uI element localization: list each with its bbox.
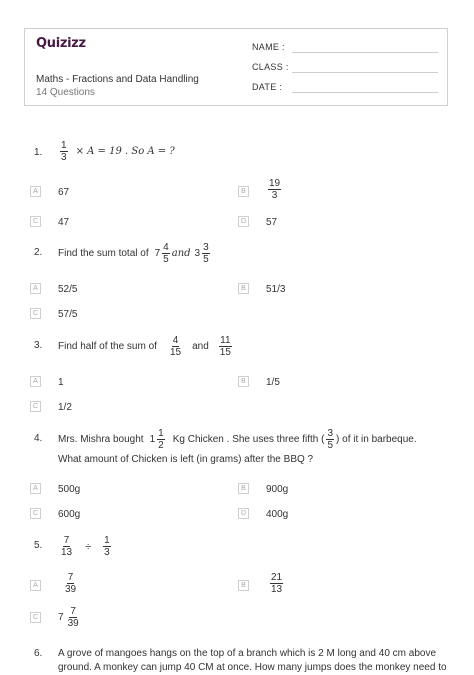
option-a-marker[interactable]: A: [30, 376, 41, 387]
question-number: 2.: [34, 247, 43, 258]
option-c[interactable]: 1/2: [58, 402, 72, 413]
option-d[interactable]: 400g: [266, 509, 289, 520]
option-b[interactable]: 1/5: [266, 377, 280, 388]
worksheet-title: Maths - Fractions and Data Handling: [36, 74, 199, 85]
question-number: 4.: [34, 433, 43, 444]
name-field[interactable]: [292, 52, 438, 53]
question-text-line2: ground. A monkey can jump 40 CM at once. How many jumps does the monkey need to: [58, 662, 447, 673]
date-label: DATE :: [252, 82, 283, 92]
option-c-marker[interactable]: C: [30, 401, 41, 412]
option-b-marker[interactable]: B: [238, 483, 249, 494]
option-c[interactable]: 57/5: [58, 309, 78, 320]
question-number: 5.: [34, 540, 43, 551]
question-text: Find half of the sum of $\frac{4}{15}$ and $\frac{11}{15}$: [58, 335, 231, 358]
quizizz-logo: Quizizz: [36, 36, 86, 51]
option-b-marker[interactable]: B: [238, 580, 249, 591]
option-a[interactable]: $\frac{7}{39}$: [65, 572, 77, 595]
option-a[interactable]: 500g: [58, 484, 81, 495]
option-b-marker[interactable]: B: [238, 186, 249, 197]
date-field[interactable]: [292, 92, 438, 93]
fraction: $\frac{1}{3}$: [61, 140, 67, 163]
option-c-marker[interactable]: C: [30, 612, 41, 623]
option-a-marker[interactable]: A: [30, 186, 41, 197]
class-field[interactable]: [292, 72, 438, 73]
class-label: CLASS :: [252, 62, 289, 72]
option-b[interactable]: 900g: [266, 484, 289, 495]
question-count: 14 Questions: [36, 87, 95, 98]
option-c-marker[interactable]: C: [30, 508, 41, 519]
option-a[interactable]: 52/5: [58, 284, 78, 295]
option-c[interactable]: 7 $\frac{7}{39}$: [58, 606, 79, 629]
option-a[interactable]: 67: [58, 187, 70, 198]
option-b-marker[interactable]: B: [238, 283, 249, 294]
question-text-line2: What amount of Chicken is left (in grams) after the BBQ ?: [58, 454, 314, 465]
option-c-marker[interactable]: C: [30, 308, 41, 319]
option-d-marker[interactable]: D: [238, 508, 249, 519]
question-number: 6.: [34, 648, 43, 659]
option-d-marker[interactable]: D: [238, 216, 249, 227]
option-a-marker[interactable]: A: [30, 580, 41, 591]
option-d[interactable]: 57: [266, 217, 278, 228]
option-b-marker[interactable]: B: [238, 376, 249, 387]
option-a-marker[interactable]: A: [30, 283, 41, 294]
name-label: NAME :: [252, 42, 285, 52]
question-text: Find the sum total of 7 $\frac{4}{5}$ and 3 $\frac{3}{5}$: [58, 242, 209, 265]
question-text: Mrs. Mishra bought 1 $\frac{1}{2}$ Kg Chicken . She uses three fifth ( $\frac{3}{5}$ ) of it in barbeque.: [58, 428, 417, 451]
question-text: $\frac{1}{3}$ × A = 19 . So A = ?: [61, 140, 175, 163]
option-c-marker[interactable]: C: [30, 216, 41, 227]
question-text: A grove of mangoes hangs on the top of a branch which is 2 M long and 40 cm above: [58, 648, 437, 659]
option-b[interactable]: $\frac{19}{3}$: [269, 178, 281, 201]
option-b[interactable]: 51/3: [266, 284, 286, 295]
option-a-marker[interactable]: A: [30, 483, 41, 494]
option-c[interactable]: 600g: [58, 509, 81, 520]
option-b[interactable]: $\frac{21}{13}$: [271, 572, 283, 595]
option-a[interactable]: 1: [58, 377, 64, 388]
question-text: $\frac{7}{13}$ ÷ $\frac{1}{3}$: [61, 535, 110, 558]
question-number: 1.: [34, 147, 43, 158]
question-number: 3.: [34, 340, 43, 351]
option-c[interactable]: 47: [58, 217, 70, 228]
